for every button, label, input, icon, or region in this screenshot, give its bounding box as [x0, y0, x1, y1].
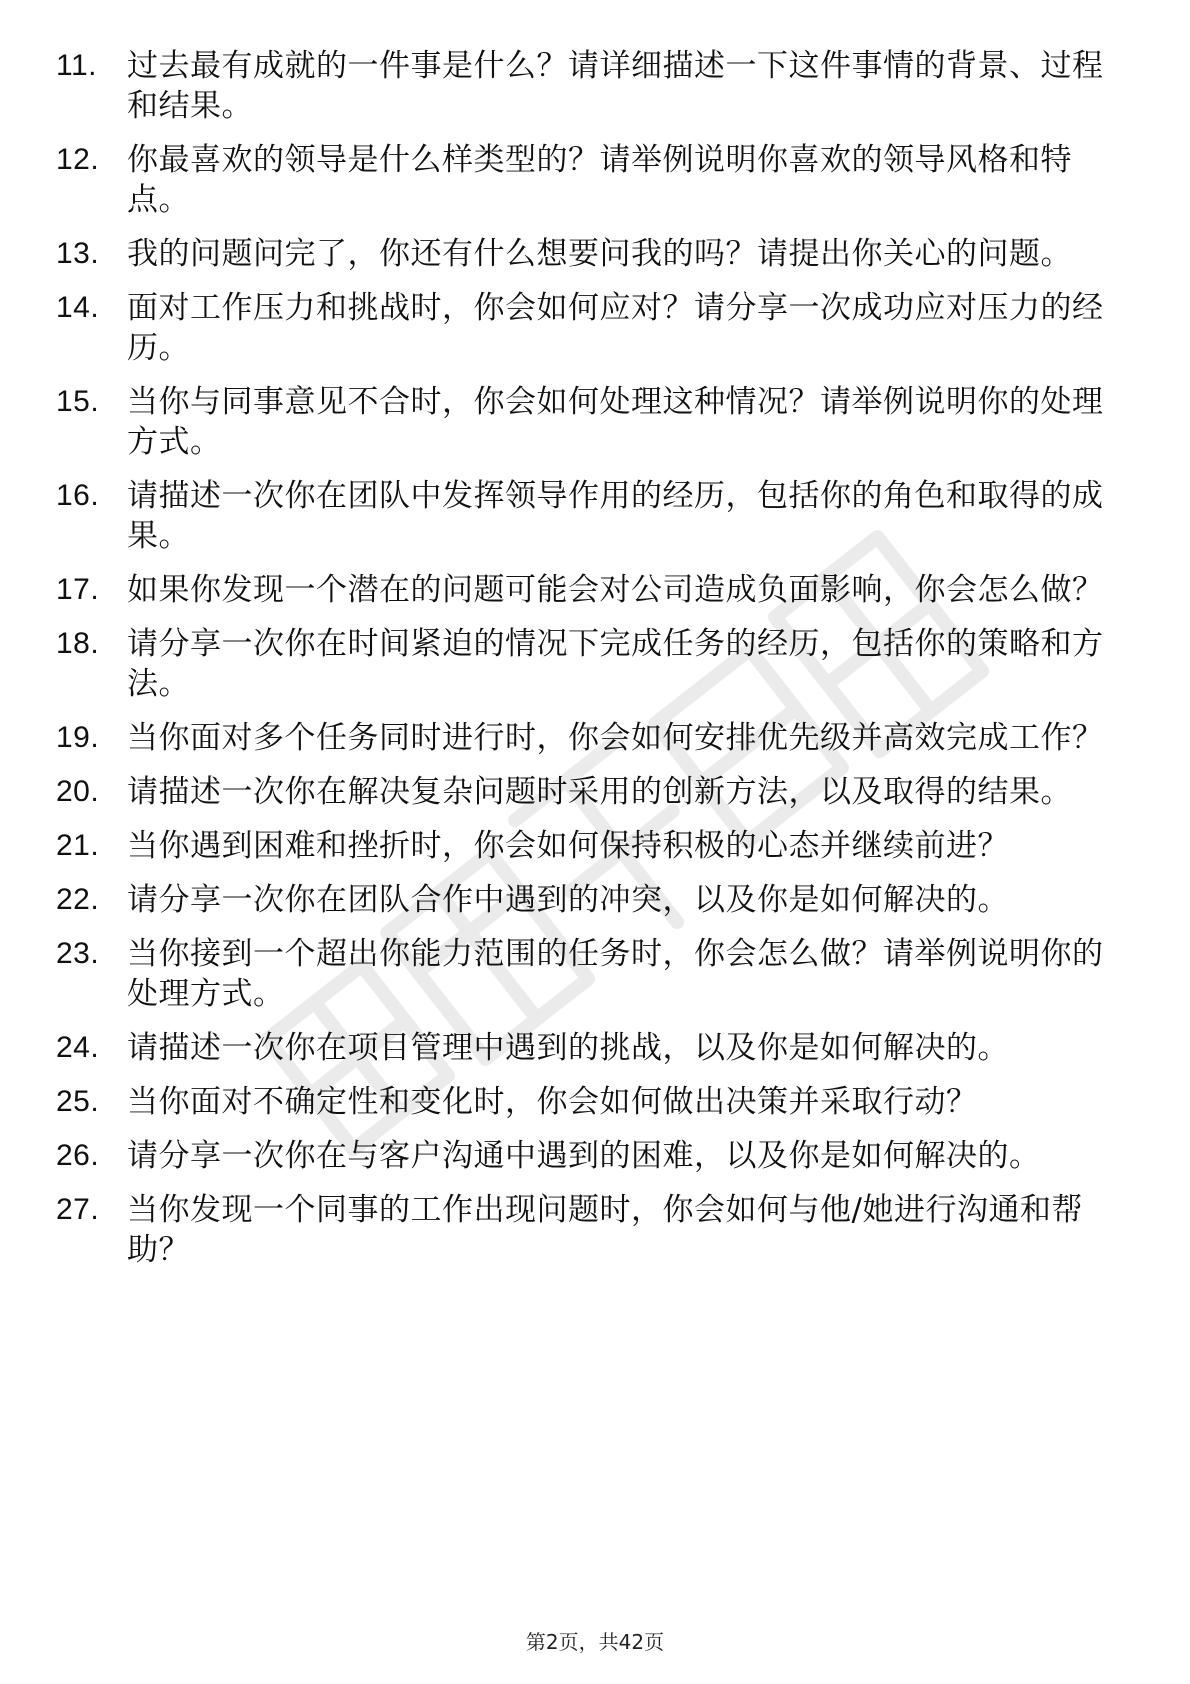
list-item	[0, 1082, 1190, 1122]
list-item	[0, 1190, 1190, 1270]
list-item	[0, 570, 1190, 610]
question-number: 27.	[56, 1193, 100, 1226]
question-number: 17.	[56, 573, 100, 606]
question-text: 请分享一次你在时间紧迫的情况下完成任务的经历，包括你的策略和方法。	[127, 626, 1104, 702]
list-item	[0, 140, 1190, 220]
question-text: 当你接到一个超出你能力范围的任务时，你会怎么做？请举例说明你的处理方式。	[127, 936, 1104, 1012]
question-text: 请描述一次你在团队中发挥领导作用的经历，包括你的角色和取得的成果。	[127, 478, 1104, 554]
list-item	[0, 826, 1190, 866]
question-text: 过去最有成就的一件事是什么？请详细描述一下这件事情的背景、过程和结果。	[127, 48, 1104, 124]
list-item	[0, 718, 1190, 758]
question-number: 16.	[56, 479, 100, 512]
question-number: 15.	[56, 385, 100, 418]
list-item	[0, 476, 1190, 556]
question-text: 请描述一次你在解决复杂问题时采用的创新方法，以及取得的结果。	[127, 774, 1072, 810]
list-item	[0, 234, 1190, 274]
question-number: 20.	[56, 775, 100, 808]
question-text: 面对工作压力和挑战时，你会如何应对？请分享一次成功应对压力的经历。	[127, 290, 1104, 366]
question-number: 12.	[56, 143, 100, 176]
question-number: 18.	[56, 627, 100, 660]
question-number: 21.	[56, 829, 100, 862]
question-number: 13.	[56, 237, 100, 270]
question-text: 当你发现一个同事的工作出现问题时，你会如何与他/她进行沟通和帮助？	[127, 1192, 1083, 1268]
question-text: 当你遇到困难和挫折时，你会如何保持积极的心态并继续前进？	[127, 828, 1009, 864]
question-number: 11.	[56, 49, 97, 82]
question-text: 当你面对多个任务同时进行时，你会如何安排优先级并高效完成工作？	[127, 720, 1104, 756]
list-item	[0, 624, 1190, 704]
list-item	[0, 934, 1190, 1014]
question-number: 22.	[56, 883, 100, 916]
list-item	[0, 382, 1190, 462]
list-item	[0, 880, 1190, 920]
question-text: 当你与同事意见不合时，你会如何处理这种情况？请举例说明你的处理方式。	[127, 384, 1104, 460]
question-text: 请描述一次你在项目管理中遇到的挑战，以及你是如何解决的。	[127, 1030, 1009, 1066]
question-number: 19.	[56, 721, 100, 754]
question-number: 25.	[56, 1085, 100, 1118]
question-text: 请分享一次你在团队合作中遇到的冲突，以及你是如何解决的。	[127, 882, 1009, 918]
question-number: 26.	[56, 1139, 100, 1172]
list-item	[0, 1136, 1190, 1176]
question-text: 请分享一次你在与客户沟通中遇到的困难，以及你是如何解决的。	[127, 1138, 1041, 1174]
question-list	[0, 46, 1190, 1284]
question-text: 当你面对不确定性和变化时，你会如何做出决策并采取行动？	[127, 1084, 978, 1120]
question-text: 你最喜欢的领导是什么样类型的？请举例说明你喜欢的领导风格和特点。	[127, 142, 1072, 218]
page-number-footer: 第2页，共42页	[525, 1630, 665, 1654]
question-number: 23.	[56, 937, 100, 970]
question-text: 我的问题问完了，你还有什么想要问我的吗？请提出你关心的问题。	[127, 236, 1072, 272]
list-item	[0, 288, 1190, 368]
question-number: 14.	[56, 291, 100, 324]
list-item	[0, 772, 1190, 812]
question-number: 24.	[56, 1031, 100, 1064]
list-item	[0, 1028, 1190, 1068]
list-item	[0, 46, 1190, 126]
question-text: 如果你发现一个潜在的问题可能会对公司造成负面影响，你会怎么做？	[127, 572, 1104, 608]
